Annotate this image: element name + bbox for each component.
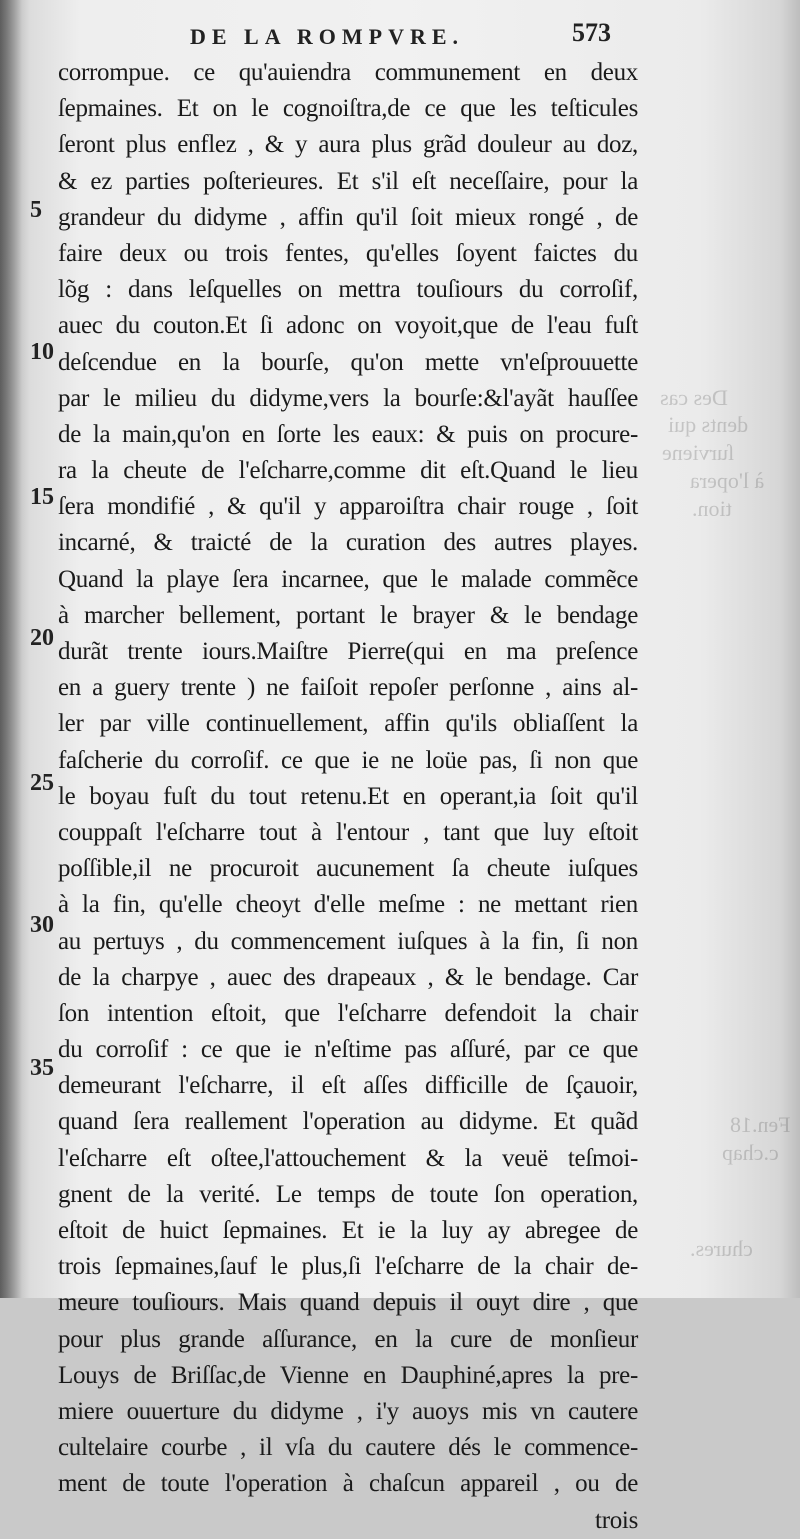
line-number: 25: [30, 770, 54, 796]
spine-shadow: [0, 0, 22, 1298]
text-line: cultelaire courbe , il vſa du cautere dés le commence-: [58, 1434, 638, 1462]
text-line: ſon intention eſtoit, que l'eſcharre defendoit la chair: [58, 999, 638, 1027]
text-line: gnent de la verité. Le temps de toute ſon operation,: [58, 1180, 638, 1208]
body-text: [58, 55, 638, 1539]
text-line: meure touſiours. Mais quand depuis il ouyt dire , que: [58, 1289, 638, 1317]
text-line: Quand la playe ſera incarnee, que le malade commẽce: [58, 565, 638, 593]
text-line: & ez parties poſterieures. Et s'il eſt neceſſaire, pour la: [58, 167, 638, 195]
text-line: ler par ville continuellement, affin qu'ils obliaſſent la: [58, 710, 638, 738]
line-number: 10: [30, 339, 54, 365]
text-line: ment de toute l'operation à chaſcun appareil , ou de: [58, 1470, 638, 1498]
text-line: durãt trente iours.Maiſtre Pierre(qui en ma preſence: [58, 638, 638, 665]
text-line: de la charpye , auec des drapeaux , & le bendage. Car: [58, 963, 638, 991]
text-line: trois: [595, 1506, 638, 1534]
text-line: corrompue. ce qu'auiendra communement en deux: [58, 59, 638, 86]
page-header: [0, 16, 800, 56]
line-number: 35: [30, 1055, 54, 1081]
text-line: auec du couton.Et ſi adonc on voyoit,que de l'eau fuſt: [58, 312, 638, 340]
text-line: deſcendue en la bourſe, qu'on mette vn'eſprouuette: [58, 348, 638, 376]
text-line: au pertuys , du commencement iuſques à la fin, ſi non: [58, 927, 638, 955]
text-line: ſera mondifié , & qu'il y apparoiſtra chair rouge , ſoit: [58, 493, 638, 521]
line-number: 20: [30, 625, 54, 651]
text-line: par le milieu du didyme,vers la bourſe:&l'ayãt hauſſee: [58, 384, 638, 412]
running-head: DE LA ROMPVRE.: [190, 24, 465, 49]
text-line: pour plus grande aſſurance, en la cure de monſieur: [58, 1325, 638, 1353]
text-line: ſepmaines. Et on le cognoiſtra,de ce que les teſticules: [58, 95, 638, 123]
text-line: à la fin, qu'elle cheoyt d'elle meſme : ne mettant rien: [58, 891, 638, 919]
text-line: en a guery trente ) ne faiſoit repoſer perſonne , ains al-: [58, 674, 638, 702]
text-line: le boyau fuſt du tout retenu.Et en operant,ia ſoit qu'il: [58, 782, 638, 810]
page-number: 573: [572, 18, 611, 47]
text-line: demeurant l'eſcharre, il eſt aſſes difficille de ſçauoir,: [58, 1072, 638, 1100]
text-line: ra la cheute de l'eſcharre,comme dit eſt.Quand le lieu: [58, 457, 638, 485]
text-line: l'eſcharre eſt oſtee,l'attouchement & la veuë teſmoi-: [58, 1144, 638, 1172]
text-line: miere ouuerture du didyme , i'y auoys mis vn cautere: [58, 1397, 638, 1425]
text-line: grandeur du didyme , affin qu'il ſoit mieux rongé , de: [58, 203, 638, 231]
text-line: quand ſera reallement l'operation au didyme. Et quãd: [58, 1108, 638, 1136]
text-line: faire deux ou trois fentes, qu'elles ſoyent faictes du: [58, 239, 638, 267]
text-line: du corroſif : ce que ie n'eſtime pas aſſuré, par ce que: [58, 1036, 638, 1064]
text-line: de la main,qu'on en ſorte les eaux: & puis on procure-: [58, 420, 638, 448]
text-line: à marcher bellement, portant le brayer & le bendage: [58, 601, 638, 629]
bleed-through-text: Des cas dents qui ſurviene à l'opera tion. Fen.18 c.chap chures.: [660, 385, 791, 1261]
line-number: 5: [30, 197, 42, 223]
line-number: 30: [30, 912, 54, 938]
line-number: 15: [30, 484, 54, 510]
text-line: Louys de Briſſac,de Vienne en Dauphiné,apres la pre-: [58, 1361, 638, 1389]
text-line: couppaſt l'eſcharre tout à l'entour , tant que luy eſtoit: [58, 818, 638, 846]
text-line: ſeront plus enflez , & y aura plus grãd douleur au doz,: [58, 131, 638, 159]
text-line: eſtoit de huict ſepmaines. Et ie la luy ay abregee de: [58, 1217, 638, 1244]
text-line: lõg : dans leſquelles on mettra touſiours du corroſif,: [58, 276, 638, 304]
text-line: poſſible,il ne procuroit aucunement ſa cheute iuſques: [58, 855, 638, 883]
text-line: trois ſepmaines,ſauf le plus,ſi l'eſcharre de la chair de-: [58, 1253, 638, 1281]
text-line: incarné, & traicté de la curation des autres playes.: [58, 529, 638, 557]
text-line: faſcherie du corroſif. ce que ie ne loüe pas, ſi non que: [58, 746, 638, 774]
